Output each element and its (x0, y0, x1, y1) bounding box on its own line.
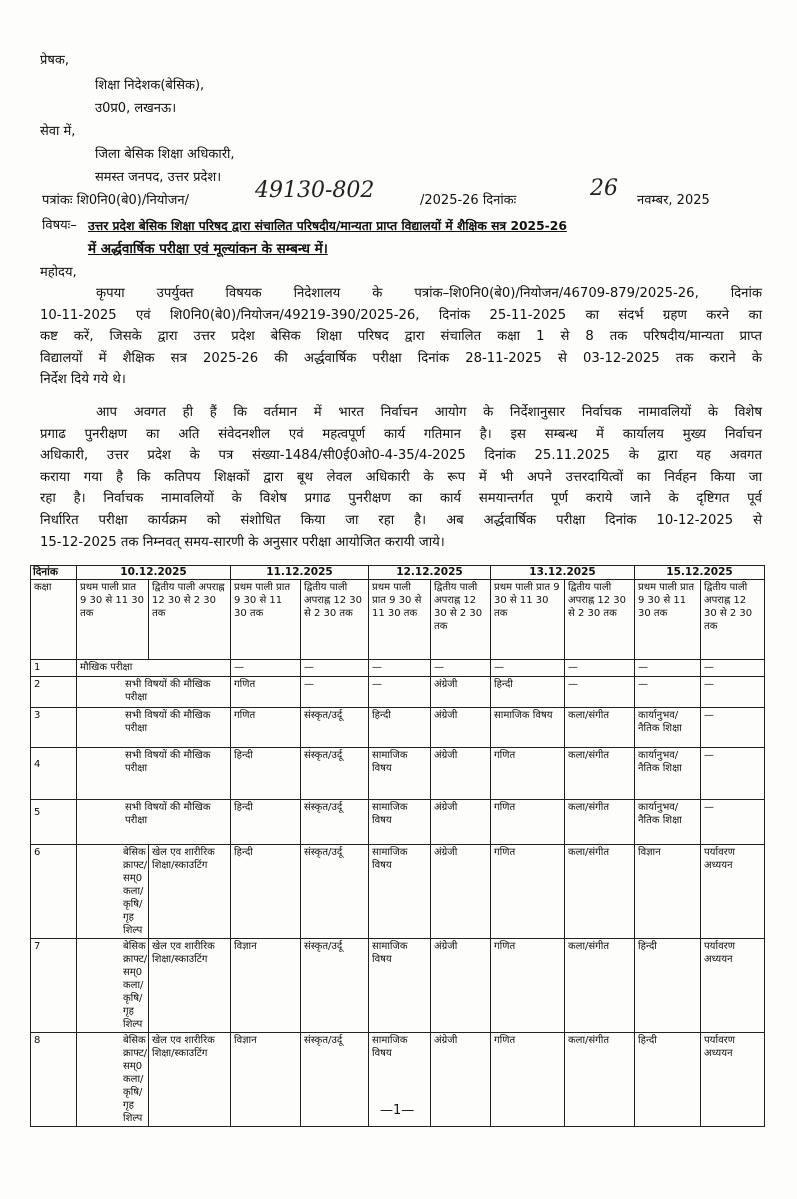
table-cell: विज्ञान (635, 845, 701, 939)
table-cell: — (701, 800, 765, 845)
table-cell: अंग्रेजी (431, 939, 491, 1033)
table-cell: गणित (231, 677, 301, 708)
table-cell: खेल एव शारीरिक शिक्षा/स्काउटिंग (149, 1033, 231, 1127)
table-cell: सभी विषयों की मौखिक परीक्षा (77, 800, 231, 845)
table-cell: संस्कृत/उर्दू (301, 1033, 369, 1127)
table-cell: सभी विषयों की मौखिक परीक्षा (77, 748, 231, 800)
class-number: 4 (31, 748, 77, 800)
table-cell: — (635, 660, 701, 677)
table-cell: सामाजिक विषय (369, 939, 431, 1033)
table-cell: — (301, 660, 369, 677)
table-cell: खेल एव शारीरिक शिक्षा/स्काउटिंग (149, 939, 231, 1033)
to-label: सेवा में, (40, 124, 76, 139)
table-cell: अंग्रेजी (431, 677, 491, 708)
table-cell: संस्कृत/उर्दू (301, 708, 369, 748)
corner-class-label: कक्षा (31, 580, 77, 660)
table-cell: — (491, 660, 565, 677)
first-shift-header: प्रथम पाली प्रात 9 30 से 11 30 तक (77, 580, 149, 660)
table-cell: अंग्रेजी (431, 800, 491, 845)
table-cell: अंग्रेजी (431, 845, 491, 939)
to-line1: जिला बेसिक शिक्षा अधिकारी, (95, 147, 235, 162)
table-cell: संस्कृत/उर्दू (301, 748, 369, 800)
subject-label: विषयः– (42, 218, 77, 233)
table-cell: विज्ञान (231, 939, 301, 1033)
first-shift-header: प्रथम पाली प्रात 9 30 से 11 30 तक (369, 580, 431, 660)
table-cell: सामाजिक विषय (369, 1033, 431, 1127)
to-line2: समस्त जनपद, उत्तर प्रदेश। (95, 170, 222, 185)
second-shift-header: द्वितीय पाली अपराह्न 12 30 से 2 30 तक (701, 580, 765, 660)
date-header: 11.12.2025 (231, 566, 369, 580)
class-number: 3 (31, 708, 77, 748)
table-cell: विज्ञान (231, 1033, 301, 1127)
date-handwritten: 26 (590, 176, 618, 201)
table-cell: — (301, 677, 369, 708)
table-cell: सामाजिक विषय (491, 708, 565, 748)
table-cell: अंग्रेजी (431, 748, 491, 800)
second-shift-header: द्वितीय पाली अपराह्न 12 30 से 2 30 तक (431, 580, 491, 660)
first-shift-header: प्रथम पाली प्रात 9 30 से 11 30 तक (491, 580, 565, 660)
table-cell: — (231, 660, 301, 677)
subject-line1: उत्तर प्रदेश बेसिक शिक्षा परिषद द्वारा संचालित परिषदीय/मान्यता प्राप्त विद्यालयों में शैक्षिक सत्र 2025-26 (88, 219, 567, 233)
first-shift-header: प्रथम पाली प्रात 9 30 से 11 30 तक (231, 580, 301, 660)
table-cell: पर्यावरण अध्ययन (701, 845, 765, 939)
sender-line1: शिक्षा निदेशक(बेसिक), (95, 78, 205, 93)
table-cell: हिन्दी (369, 708, 431, 748)
table-cell: हिन्दी (635, 1033, 701, 1127)
table-cell: कला/संगीत (565, 800, 635, 845)
date-header: 15.12.2025 (635, 566, 765, 580)
reference-prefix: पत्रांकः शि0नि0(बे0)/नियोजन/ (42, 193, 189, 208)
table-cell: पर्यावरण अध्ययन (701, 1033, 765, 1127)
table-cell: बेसिक क्राफ्ट/सम्0 कला/कृषि/गृह शिल्प (77, 1033, 149, 1127)
table-cell: कला/संगीत (565, 845, 635, 939)
paragraph-2: आप अवगत ही हैं कि वर्तमान में भारत निर्वाचन आयोग के निर्देशानुसार निर्वाचक नामावलियों के विशेष प्रगाढ पुनरीक्षण का अति संवेदनशील एवं महत्वपूर्ण कार्य गतिमान है। इस सम्बन्ध में कार्यालय मुख्य निर्वाचन अधिकारी, उत्तर प्रदेश के पत्र संख्या-1484/सी0ई0ओ0-4-35/4-2025 दिनांक 25.11.2025 के द्वारा यह अवगत कराया गया है कि कतिपय शिक्षकों द्वारा बूथ लेवल अधिकारी के रूप में भी अपने उत्तरदायित्वों का निर्वहन किया जा रहा है। निर्वाचक नामावलियों के विशेष प्रगाढ पुनरीक्षण का कार्य समयान्तर्गत पूर्ण कराये जाने के दृष्टिगत पूर्व निर्धारित परीक्षा कार्यक्रम को संशोधित किया जा रहा है। अब अर्द्धवार्षिक परीक्षा दिनांक 10-12-2025 से 15-12-2025 तक निम्नवत् समय-सारणी के अनुसार परीक्षा आयोजित करायी जाये। (40, 405, 762, 550)
table-cell: सभी विषयों की मौखिक परीक्षा (77, 677, 231, 708)
table-cell: — (635, 677, 701, 708)
table-cell: गणित (491, 748, 565, 800)
table-cell: — (701, 677, 765, 708)
table-cell: गणित (491, 800, 565, 845)
paragraph-1: कृपया उपर्युक्त विषयक निदेशालय के पत्रांक–शि0नि0(बे0)/नियोजन/46709-879/2025-26, दिनांक 10-11-2025 एवं शि0नि0(बे0)/नियोजन/49219-390/2025-26, दिनांक 25-11-2025 का संदर्भ ग्रहण करने का कष्ट करें, जिसके द्वारा उत्तर प्रदेश बेसिक शिक्षा परिषद द्वारा संचालित कक्षा 1 से 8 तक परिषदीय/मान्यता प्राप्त विद्यालयों में शैक्षिक सत्र 2025-26 की अर्द्धवार्षिक परीक्षा दिनांक 28-11-2025 से 03-12-2025 तक कराने के निर्देश दिये गये थे। (40, 286, 762, 388)
second-shift-header: द्वितीय पाली अपराह्न 12 30 से 2 30 तक (565, 580, 635, 660)
sender-label: प्रेषक, (40, 53, 70, 68)
table-cell: खेल एव शारीरिक शिक्षा/स्काउटिंग (149, 845, 231, 939)
date-header: 13.12.2025 (491, 566, 635, 580)
table-row (31, 748, 765, 800)
table-cell: संस्कृत/उर्दू (301, 939, 369, 1033)
table-cell: हिन्दी (231, 845, 301, 939)
table-row (31, 708, 765, 748)
table-cell: सभी विषयों की मौखिक परीक्षा (77, 708, 231, 748)
table-row (31, 800, 765, 845)
table-cell: हिन्दी (231, 748, 301, 800)
class-number: 5 (31, 800, 77, 845)
date-header: 10.12.2025 (77, 566, 231, 580)
table-cell: अंग्रेजी (431, 1033, 491, 1127)
salutation: महोदय, (40, 265, 77, 280)
page-number: —1— (380, 1103, 415, 1118)
table-cell: कला/संगीत (565, 939, 635, 1033)
class-number: 6 (31, 845, 77, 939)
date-header: 12.12.2025 (369, 566, 491, 580)
corner-date-label: दिनांक (31, 566, 77, 580)
table-cell: कला/संगीत (565, 1033, 635, 1127)
reference-suffix: /2025-26 दिनांकः (420, 193, 517, 208)
table-row (31, 845, 765, 939)
subject-line2: में अर्द्धवार्षिक परीक्षा एवं मूल्यांकन के सम्बन्ध में। (88, 241, 328, 257)
table-cell: कार्यानुभव/नैतिक शिक्षा (635, 800, 701, 845)
class-number: 2 (31, 677, 77, 708)
table-cell: — (565, 660, 635, 677)
table-cell: — (701, 660, 765, 677)
table-cell: अंग्रेजी (431, 708, 491, 748)
table-cell: सामाजिक विषय (369, 800, 431, 845)
table-cell: सामाजिक विषय (369, 845, 431, 939)
reference-handwritten: 49130-802 (255, 178, 375, 203)
table-cell: संस्कृत/उर्दू (301, 800, 369, 845)
table-cell: — (369, 677, 431, 708)
table-cell: गणित (231, 708, 301, 748)
table-cell: पर्यावरण अध्ययन (701, 939, 765, 1033)
table-row (31, 677, 765, 708)
table-cell: कला/संगीत (565, 748, 635, 800)
table-cell: — (565, 677, 635, 708)
table-cell: मौखिक परीक्षा (77, 660, 231, 677)
table-cell: बेसिक क्राफ्ट/सम्0 कला/कृषि/गृह शिल्प (77, 845, 149, 939)
exam-timetable (30, 565, 765, 1127)
second-shift-header: द्वितीय पाली अपराह्न 12 30 से 2 30 तक (149, 580, 231, 660)
table-cell: — (369, 660, 431, 677)
table-cell: सामाजिक विषय (369, 748, 431, 800)
table-row (31, 660, 765, 677)
table-cell: हिन्दी (491, 677, 565, 708)
table-cell: गणित (491, 1033, 565, 1127)
table-cell: गणित (491, 939, 565, 1033)
table-cell: — (701, 748, 765, 800)
table-cell: — (431, 660, 491, 677)
second-shift-header: द्वितीय पाली अपराह्न 12 30 से 2 30 तक (301, 580, 369, 660)
table-cell: कला/संगीत (565, 708, 635, 748)
table-cell: — (701, 708, 765, 748)
table-cell: हिन्दी (635, 939, 701, 1033)
table-cell: बेसिक क्राफ्ट/सम्0 कला/कृषि/गृह शिल्प (77, 939, 149, 1033)
class-number: 7 (31, 939, 77, 1033)
table-row (31, 939, 765, 1033)
table-cell: कार्यानुभव/नैतिक शिक्षा (635, 708, 701, 748)
class-number: 1 (31, 660, 77, 677)
first-shift-header: प्रथम पाली प्रात 9 30 से 11 30 तक (635, 580, 701, 660)
table-cell: हिन्दी (231, 800, 301, 845)
table-cell: कार्यानुभव/नैतिक शिक्षा (635, 748, 701, 800)
table-cell: संस्कृत/उर्दू (301, 845, 369, 939)
class-number: 8 (31, 1033, 77, 1127)
table-cell: गणित (491, 845, 565, 939)
date-rest: नवम्बर, 2025 (637, 193, 710, 208)
sender-line2: उ0प्र0, लखनऊ। (95, 101, 177, 116)
